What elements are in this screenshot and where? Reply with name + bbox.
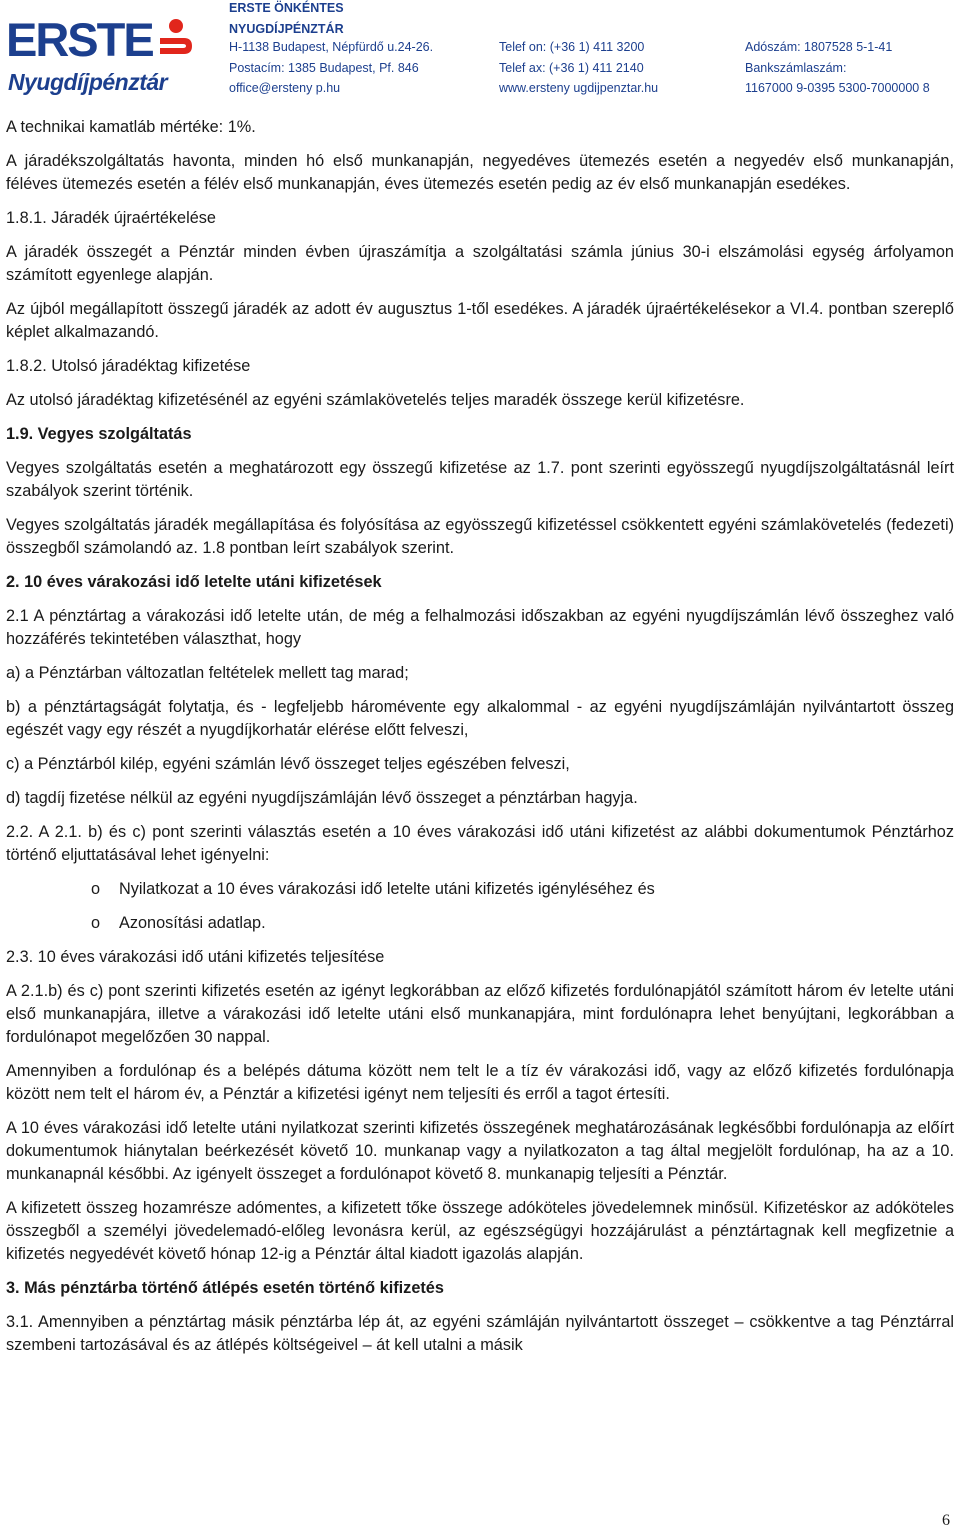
list-item: b) a pénztártagságát folytatja, és - legfeljebb háromévente egy alkalommal - az egyéni nyugdíjszámláján nyilvántartott összeg egészét vagy egy részét a nyugdíjkorhatár elérése előtt felveszi, [6, 698, 954, 739]
header-finance-column [745, 37, 930, 99]
bullet-marker: o [91, 914, 101, 932]
paragraph: A 10 éves várakozási idő letelte utáni nyilatkozat szerinti kifizetés összegének meghatározásának legkésőbbi fordulónapja az előírt dokumentumok hiánytalan beérkezését követő 10. munkanap vagy a nyilatkozaton a tag által megjelölt fordulónap, ha az a 10. munkanapnál későbbi. Az igényelt összeget a fordulónapot követő 8. munkanapig teljesíti a Pénztár. [6, 1119, 954, 1183]
erste-s-mark-icon [156, 18, 196, 62]
header-address-column [229, 37, 433, 99]
paragraph: A kifizetett összeg hozamrésze adómentes, a kifizetett tőke összege adóköteles jövedelemnek minősül. Kifizetéskor az adóköteles összegből a személyi jövedelemadó-előleg levonásra kerül, az egészségügyi hozzájárulást a pénztártagnak kell megfizetnie a kifizetés negyedévét követő hónap 12-ig a Pénztár által kiadott igazolás alapján. [6, 1199, 954, 1263]
paragraph: Amennyiben a fordulónap és a belépés dátuma között nem telt le a tíz év várakozási idő, vagy az előző kifizetés fordulónapja között nem telt el három év, a Pénztár a kifizetési igényt nem teljesíti és erről a tagot értesíti. [6, 1062, 954, 1103]
section-heading: 2. 10 éves várakozási idő letelte utáni kifizetések [6, 573, 382, 591]
bullet-text: Azonosítási adatlap. [119, 914, 266, 932]
bullet-text: Nyilatkozat a 10 éves várakozási idő letelte utáni kifizetés igényléséhez és [119, 880, 655, 898]
logo-wordmark: ERSTE [6, 13, 153, 66]
postal-address: Postacím: 1385 Budapest, Pf. 846 [229, 60, 419, 75]
paragraph: Vegyes szolgáltatás járadék megállapítása és folyósítása az egyösszegű kifizetéssel csökkentett egyéni számlakövetelés (fedezeti) összegből számolandó az. 1.8 pontban leírt szabályok szerint. [6, 516, 954, 557]
paragraph: A 2.1.b) és c) pont szerinti kifizetés esetén az igényt legkorábban az előző kifizetés fordulónapjától számított három év letelte utáni első munkanapjára, illetve a várakozási idő letelte utáni első munkanapjára, mint fordulónapra lehet benyújtani, legkorábban a fordulónapot megelőzően 30 nappal. [6, 982, 954, 1046]
paragraph: 2.1 A pénztártag a várakozási idő letelte után, de még a felhalmozási időszakban az egyéni nyugdíjszámlán lévő összeghez való hozzáférés tekintetében választhat, hogy [6, 607, 954, 648]
list-item: c) a Pénztárból kilép, egyéni számlán lévő összeget teljes egészében felveszi, [6, 755, 570, 773]
email-link[interactable]: office@ersteny p.hu [229, 81, 341, 95]
section-heading: 1.9. Vegyes szolgáltatás [6, 425, 192, 443]
address: H-1138 Budapest, Népfürdő u.24-26. [229, 40, 434, 54]
paragraph: Az újból megállapított összegű járadék az adott év augusztus 1-től esedékes. A járadék újraértékelésekor a VI.4. pontban szereplő képlet alkalmazandó. [6, 300, 954, 341]
paragraph: 2.2. A 2.1. b) és c) pont szerinti választás esetén a 10 éves várakozási idő utáni kifizetést az alábbi dokumentumok Pénztárhoz történő eljuttatásával lehet igényelni: [6, 823, 954, 864]
bank-account-number: 1167000 9-0395 5300-7000000 8 [745, 81, 930, 95]
paragraph: 3.1. Amennyiben a pénztártag másik pénztárba lép át, az egyéni számláján nyilvántartott összeget – csökkentve a tag Pénztárral szembeni tartozásával és az átlépés költségeivel – át kell utalni a másik [6, 1313, 954, 1354]
letterhead [0, 0, 960, 100]
phone: Telef on: (+36 1) 411 3200 [499, 40, 645, 54]
logo-subtitle: Nyugdíjpénztár [8, 69, 168, 95]
paragraph: A járadék összegét a Pénztár minden évben újraszámítja a szolgáltatási számla június 30-i elszámolási egység árfolyamon számított egyenlege alapján. [6, 243, 954, 284]
org-name-line1: ERSTE ÖNKÉNTES [229, 1, 344, 15]
tax-number: Adószám: 1807528 5-1-41 [745, 40, 893, 54]
fax: Telef ax: (+36 1) 411 2140 [499, 60, 644, 75]
page-number: 6 [942, 1512, 950, 1529]
section-heading: 1.8.1. Járadék újraértékelése [6, 209, 216, 227]
bullet-item [6, 878, 954, 901]
section-heading: 2.3. 10 éves várakozási idő utáni kifizetés teljesítése [6, 948, 385, 966]
header-org-column [229, 0, 344, 39]
section-heading: 1.8.2. Utolsó járadéktag kifizetése [6, 357, 251, 375]
paragraph: Vegyes szolgáltatás esetén a meghatározott egy összegű kifizetése az 1.7. pont szerinti egyösszegű nyugdíjszolgáltatásnál leírt szabályok szerint történik. [6, 459, 954, 500]
bullet-marker: o [91, 880, 101, 898]
paragraph: Az utolsó járadéktag kifizetésénél az egyéni számlakövetelés teljes maradék összege kerül kifizetésre. [6, 391, 745, 409]
header-contact-column [499, 37, 658, 99]
bullet-item [6, 912, 954, 935]
bank-account-label: Bankszámlaszám: [745, 60, 847, 75]
paragraph: A technikai kamatláb mértéke: 1%. [6, 118, 256, 136]
website-link[interactable]: www.ersteny ugdijpenztar.hu [499, 81, 659, 95]
list-item: d) tagdíj fizetése nélkül az egyéni nyugdíjszámláján lévő összeget a pénztárban hagyja. [6, 789, 638, 807]
erste-logo [6, 12, 196, 100]
list-item: a) a Pénztárban változatlan feltételek mellett tag marad; [6, 664, 409, 682]
section-heading: 3. Más pénztárba történő átlépés esetén történő kifizetés [6, 1279, 444, 1297]
document-body [6, 116, 954, 1357]
org-name-line2: NYUGDÍJPÉNZTÁR [229, 21, 344, 36]
paragraph: A járadékszolgáltatás havonta, minden hó első munkanapján, negyedéves ütemezés esetén a negyedév első munkanapján, féléves ütemezés esetén a félév első munkanapján, éves ütemezés esetén pedig az év első munkanapján esedékes. [6, 152, 954, 193]
